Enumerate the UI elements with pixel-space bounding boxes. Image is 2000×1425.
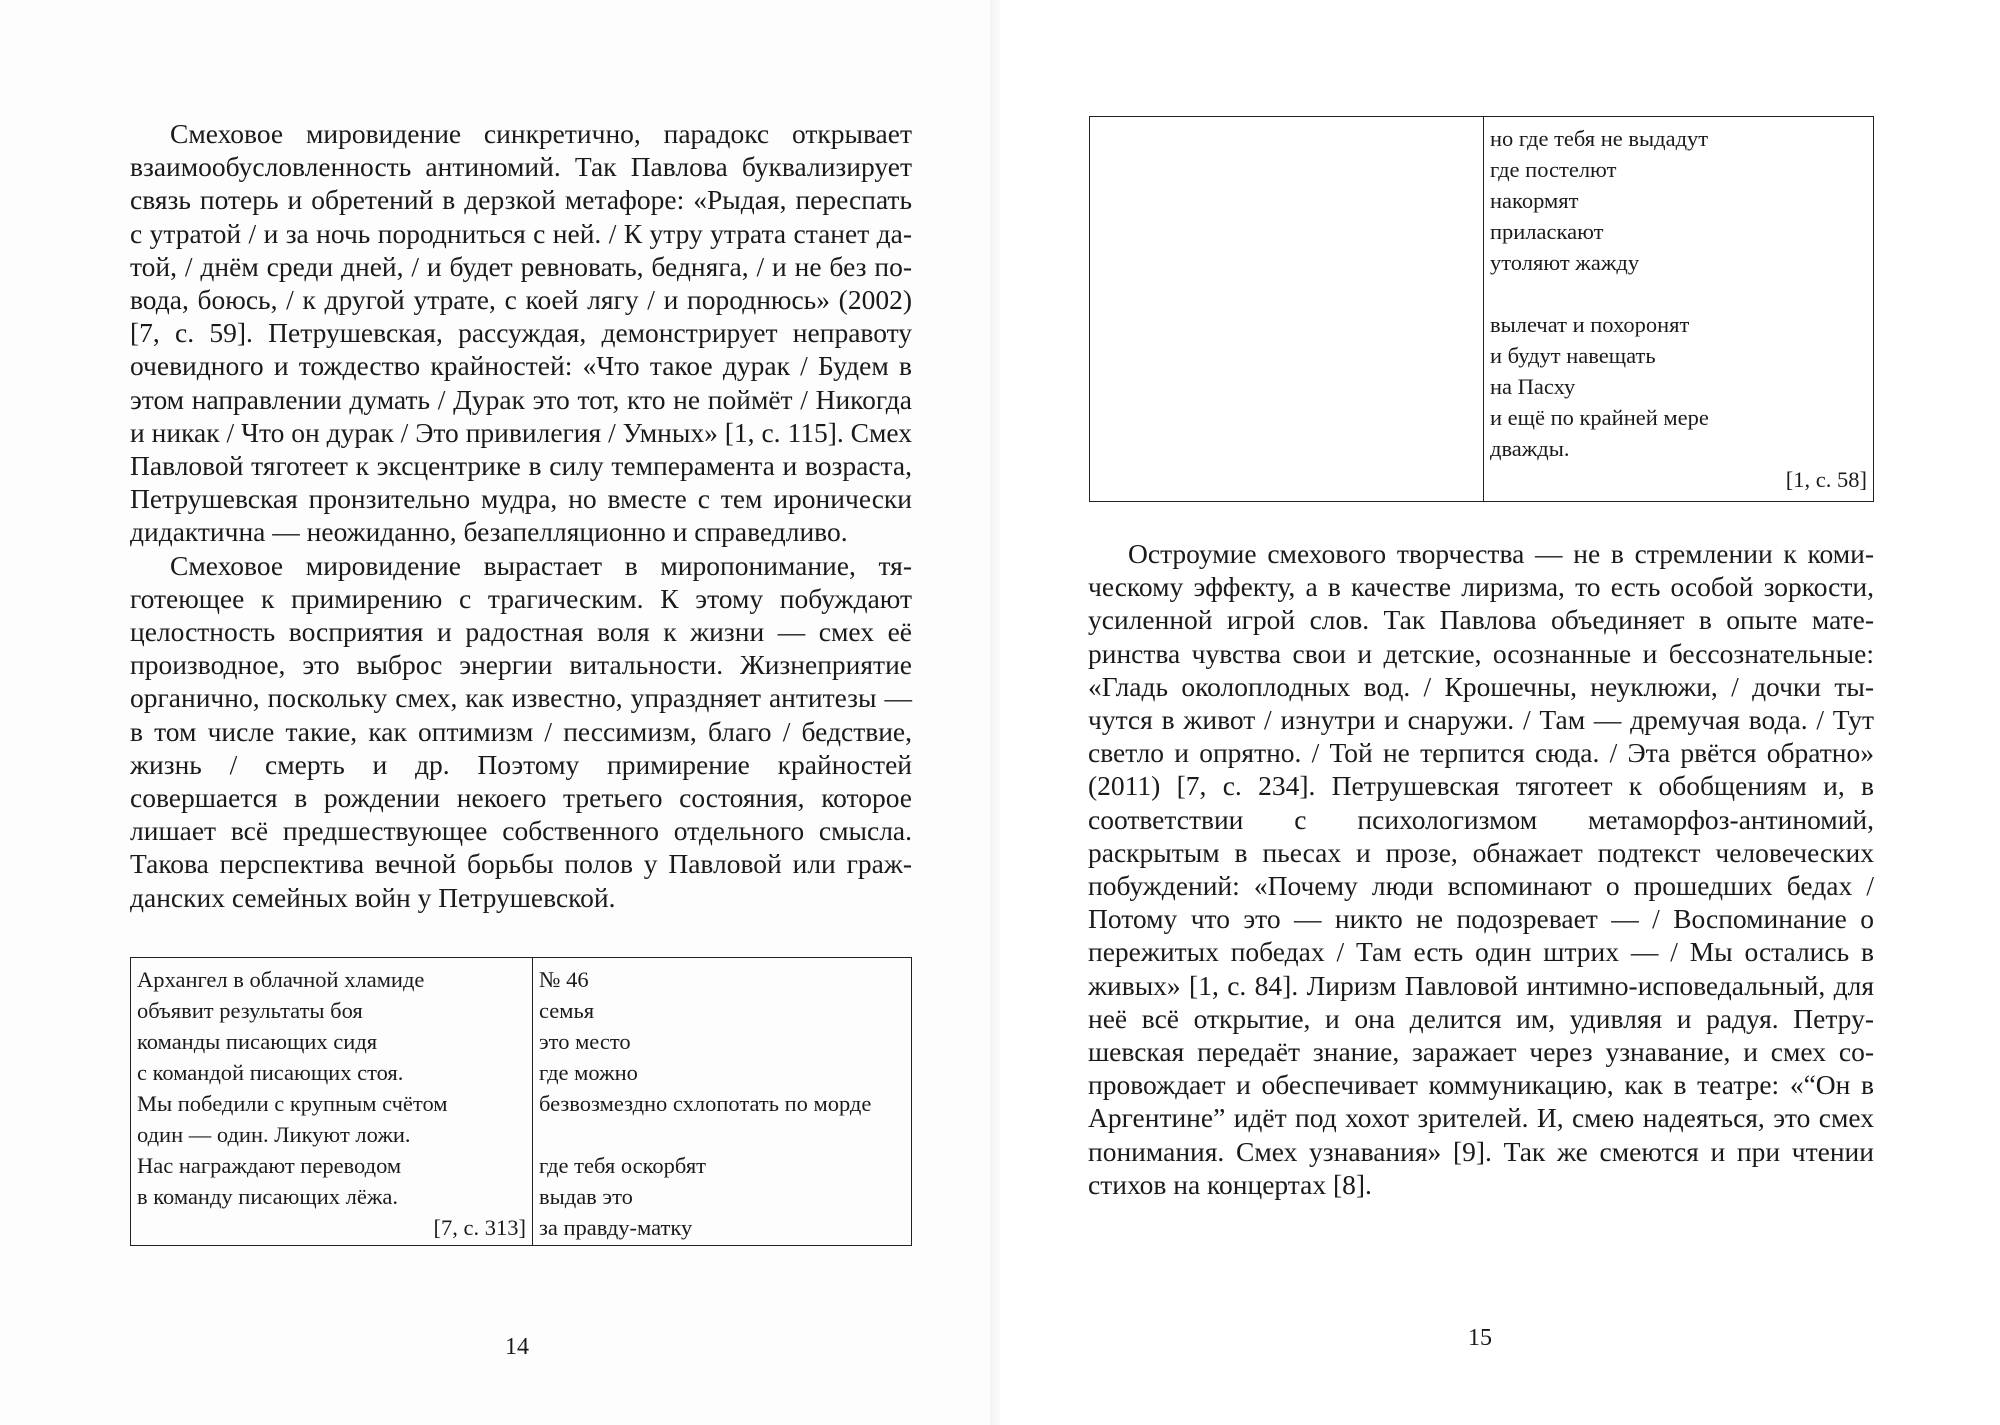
- right-page: [1000, 0, 2000, 1425]
- poem-line: команды писающих сидя: [137, 1029, 378, 1054]
- poem-line: где тебя оскорбят: [539, 1153, 707, 1178]
- page-number: 14: [505, 1334, 529, 1360]
- poem-line: дважды.: [1490, 436, 1570, 461]
- poem-line: и будут навещать: [1490, 343, 1656, 368]
- paragraph: Смеховое мировидение синкретично, парадокс открывает взаимообусловленность антиномий. Так Павлова буквализирует связь потерь и обретений в дерзкой метафоре: «Рыдая, переспать с утратой / и за ночь породниться с ней. / К утру утрата станет датой, / днём среди дней, / и будет ревновать, бедняга, / и не без повода, боюсь, / к другой утрате, с коей лягу / и породнюсь» (2002) [7, с. 59]. Петрушевская, рассуждая, демонстрирует неправоту очевидного и тождество крайностей: «Что такое дурак / Будем в этом направлении думать / Дурак это тот, кто не поймёт / Никогда и никак / Что он дурак / Это привилегия / Умных» [1, с. 115]. Смех Павловой тяготеет к эксцентрике в силу темперамента и возраста, Петрушевская пронзительно мудра, но вместе с тем иронически дидактична — неожиданно, безапелляционно и справедливо.: [130, 118, 912, 548]
- poem-line: безвозмездно схлопотать по морде: [539, 1091, 872, 1116]
- poem-line: утоляют жажду: [1490, 250, 1640, 275]
- poem-line: с командой писающих стоя.: [137, 1060, 404, 1085]
- poem-line: объявит результаты боя: [137, 998, 363, 1023]
- table-row: [131, 958, 912, 1246]
- poem-line: № 46: [539, 967, 589, 992]
- poem-line: но где тебя не выдадут: [1490, 126, 1709, 151]
- stanza-break: [539, 1119, 905, 1150]
- poem-line: накормят: [1490, 188, 1579, 213]
- page-number: 15: [1468, 1325, 1492, 1351]
- poem-line: это место: [539, 1029, 631, 1054]
- poem-line: где постелют: [1490, 157, 1617, 182]
- right-page-body: [1088, 537, 1874, 1201]
- poem-cell-petrushevskaya: [1484, 117, 1874, 502]
- empty-cell: [1090, 117, 1484, 502]
- poem-line: в команду писающих лёжа.: [137, 1184, 399, 1209]
- paragraph: Смеховое мировидение вырастает в миропонимание, тяготеющее к примирению с трагическим. К этому побуждают целостность восприятия и радостная воля к жизни — смех её производное, это выброс энергии витальности. Жизнеприятие органично, поскольку смех, как известно, упраздняет антитезы — в том числе такие, как оптимизм / пессимизм, благо / бедствие, жизнь / смерть и др. Поэтому примирение крайностей совершается в рождении некоего третьего состояния, которое лишает всё предшествующее собственного отдельного смысла. Такова перспектива вечной борьбы полов у Павловой или гражданских семейных войн у Петрушевской.: [130, 549, 912, 913]
- poem-comparison-table: [130, 957, 912, 1246]
- poem-line: Мы победили с крупным счётом: [137, 1091, 448, 1116]
- poem-cell-pavlova: [131, 958, 533, 1246]
- poem-cell-petrushevskaya: [533, 958, 912, 1246]
- poem-line: на Пасху: [1490, 374, 1576, 399]
- poem-line: где можно: [539, 1060, 638, 1085]
- citation: [7, с. 313]: [433, 1215, 526, 1240]
- poem-line: вылечат и похоронят: [1490, 312, 1690, 337]
- poem-continuation-table: [1089, 116, 1874, 502]
- poem-line: один — один. Ликуют ложи.: [137, 1122, 411, 1147]
- paragraph: Остроумие смехового творчества — не в стремлении к комическому эффекту, а в качестве лиризма, то есть особой зоркости, усиленной игрой слов. Так Павлова объединяет в опыте материнства чувства свои и детские, осознанные и бессознательные: «Гладь околоплодных вод. / Крошечны, неуклюжи, / дочки тычутся в живот / изнутри и снаружи. / Там — дремучая вода. / Тут светло и опрятно. / Той не терпится сюда. / Эта рвётся обратно» (2011) [7, с. 234]. Петрушевская тяготеет к обобщениям и, в соответствии с психологизмом метаморфоз-антиномий, раскрытым в пьесах и прозе, обнажает подтекст человеческих побуждений: «Почему люди вспоминают о прошедших бедах / Потому что это — никто не подозревает — / Воспоминание о пережитых победах / Там есть один штрих — / Мы остались в живых» [1, с. 84]. Лиризм Павловой интимно-исповедальный, для неё всё открытие, и она делится им, удивляя и радуя. Петрушевская передаёт знание, заражает через узнавание, и смех сопровождает и обеспечивает коммуникацию, как в театре: «“Он в Аргентине” идёт под хохот зрителей. И, смею надеяться, это смех понимания. Смех узнавания» [9]. Так же смеются и при чтении стихов на концертах [8].: [1088, 538, 1874, 1200]
- citation: [1, с. 58]: [1785, 467, 1867, 492]
- poem-line: выдав это: [539, 1184, 633, 1209]
- poem-line: Нас награждают переводом: [137, 1153, 402, 1178]
- table-row: [1090, 117, 1874, 502]
- poem-line: семья: [539, 998, 595, 1023]
- poem-line: и ещё по крайней мере: [1490, 405, 1709, 430]
- poem-line: за правду-матку: [539, 1215, 693, 1240]
- poem-line: приласкают: [1490, 219, 1604, 244]
- poem-line: Архангел в облачной хламиде: [137, 967, 425, 992]
- left-page-body: [130, 117, 912, 914]
- stanza-break: [1490, 278, 1867, 309]
